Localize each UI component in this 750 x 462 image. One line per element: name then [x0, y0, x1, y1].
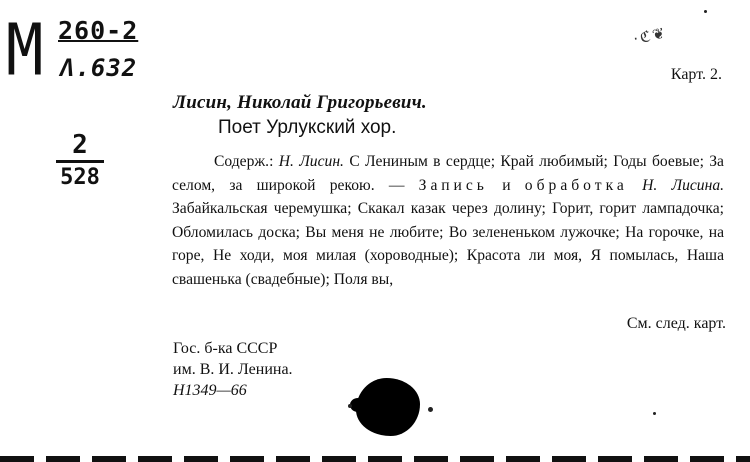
contents-author2: Н. Лисина.: [642, 176, 725, 194]
contents-text2: Забайкальская черемушка; Скакал казак через долину; Горит, горит лампадочка; Обломилась доска; Вы меня не любите; Во зелененьком лужочке; На горочке, на горе, Не ходи, моя милая (хороводные); Красота ли моя, Я помылась, Наша свашенька (свадебные); Поля вы,: [172, 200, 724, 288]
ink-blot: [356, 378, 420, 436]
ink-speck: [653, 412, 656, 415]
handwritten-letter-m: М: [6, 8, 45, 92]
library-line2: им. В. И. Ленина.: [173, 361, 293, 378]
contents-conj: и: [502, 176, 511, 194]
card-number: Карт. 2.: [670, 66, 722, 83]
author-heading: Лисин, Николай Григорьевич.: [173, 92, 427, 113]
ink-speck: [428, 407, 433, 412]
library-line3: Н1349—66: [173, 382, 247, 399]
contents-author: Н. Лисин.: [278, 153, 344, 170]
handwritten-code-line1: [58, 16, 138, 45]
library-stamp: ·ℭ❦: [631, 23, 669, 49]
fraction-bar: [56, 160, 104, 163]
contents-label: Содерж.:: [214, 153, 274, 170]
record-title: Поет Урлукский хор.: [218, 117, 397, 138]
see-next-card: См. след. карт.: [626, 315, 726, 332]
contents-spaced2: обработка: [524, 176, 628, 194]
card-edge-perforation: [0, 456, 750, 462]
library-imprint: [173, 338, 293, 401]
handwritten-code-line2: Λ.632: [60, 54, 138, 82]
contents-text1: С Лениным в сердце; Край любимый; Годы боевые; За селом, за широкой рекою. —: [172, 153, 724, 194]
contents-spaced1: Запись: [418, 176, 488, 194]
fraction-denominator: 528: [60, 165, 100, 190]
contents-note: [172, 150, 724, 291]
ink-speck: [704, 10, 707, 13]
handwritten-fraction: [50, 132, 110, 190]
code-line1-text: 260-2: [58, 16, 139, 45]
fraction-numerator: 2: [72, 130, 88, 160]
ink-speck: [348, 404, 352, 408]
library-line1: Гос. б-ка СССР: [173, 340, 278, 357]
